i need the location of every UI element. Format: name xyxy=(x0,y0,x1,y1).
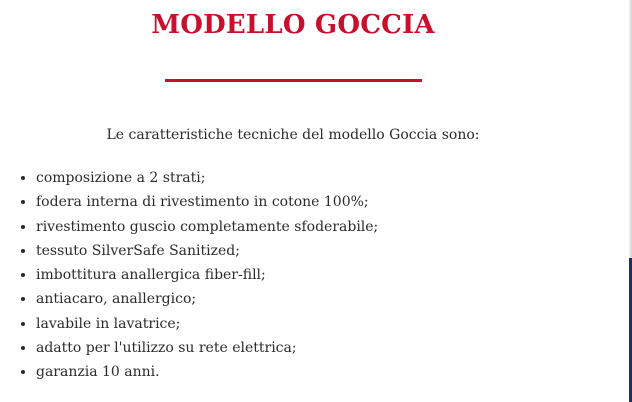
list-item: • antiacaro, anallergico; xyxy=(36,287,378,311)
list-item: • lavabile in lavatrice; xyxy=(36,312,378,336)
list-item: • tessuto SilverSafe Sanitized; xyxy=(36,239,378,263)
features-list xyxy=(18,166,378,385)
list-item: • imbottitura anallergica fiber-fill; xyxy=(36,263,378,287)
section-title: MODELLO GOCCIA xyxy=(151,10,435,40)
list-item: • adatto per l'utilizzo su rete elettrica; xyxy=(36,336,378,360)
list-item: • composizione a 2 strati; xyxy=(36,166,378,190)
title-underline xyxy=(165,79,422,82)
intro-text: Le caratteristiche tecniche del modello Goccia sono: xyxy=(106,127,480,143)
list-item: • fodera interna di rivestimento in cotone 100%; xyxy=(36,190,378,214)
list-item: • garanzia 10 anni. xyxy=(36,360,378,384)
list-item: • rivestimento guscio completamente sfoderabile; xyxy=(36,215,378,239)
